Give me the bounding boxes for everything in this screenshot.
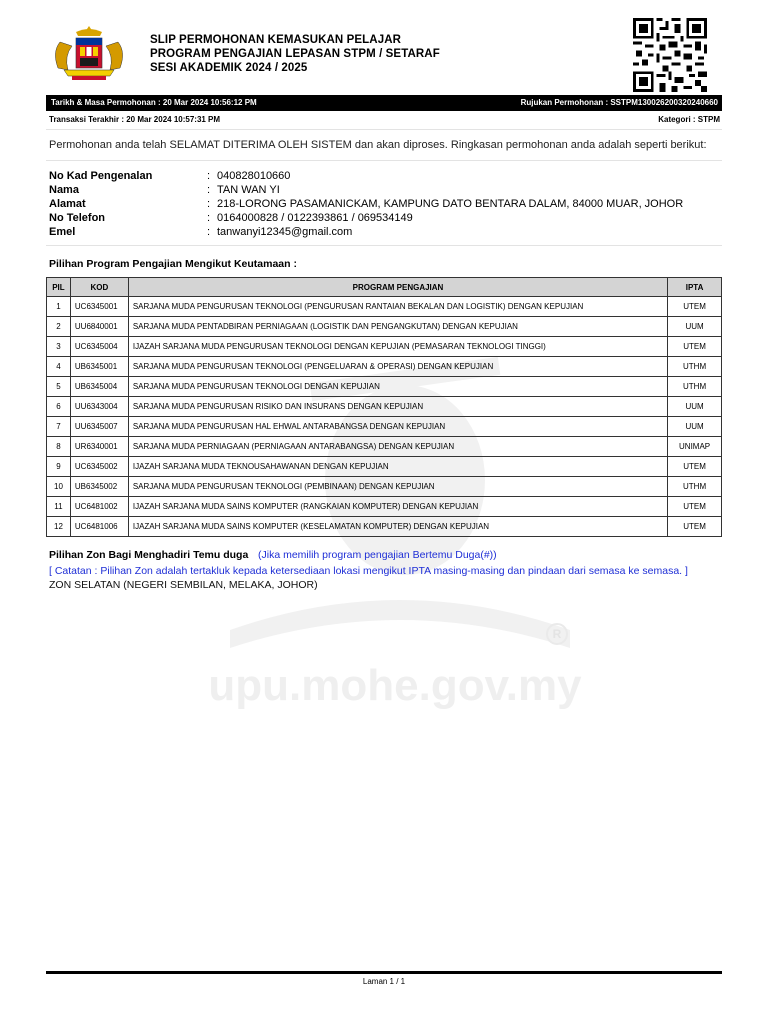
email-value: tanwanyi12345@gmail.com <box>217 226 353 238</box>
cell-pil: 5 <box>47 377 71 397</box>
divider <box>46 129 722 130</box>
name-label: Nama <box>49 184 79 196</box>
cell-kod: UU6343004 <box>70 397 128 417</box>
cell-kod: UC6481002 <box>70 497 128 517</box>
colon: : <box>207 212 211 224</box>
divider <box>46 160 722 161</box>
cell-pil: 6 <box>47 397 71 417</box>
table-row <box>47 357 722 377</box>
svg-text:R: R <box>552 627 562 641</box>
colon: : <box>207 226 211 238</box>
cell-ipta: UTHM <box>668 477 722 497</box>
table-row <box>47 497 722 517</box>
ic-value: 040828010660 <box>217 170 291 182</box>
divider <box>46 245 722 246</box>
table-row <box>47 457 722 477</box>
cell-pil: 1 <box>47 297 71 317</box>
table-row <box>47 517 722 537</box>
slip-title: SLIP PERMOHONAN KEMASUKAN PELAJAR <box>150 34 401 46</box>
table-header-row <box>47 278 722 297</box>
application-datetime: Tarikh & Masa Permohonan : 20 Mar 2024 10:56:12 PM <box>51 98 257 107</box>
cell-program: SARJANA MUDA PENTADBIRAN PERNIAGAAN (LOGISTIK DAN PENGANGKUTAN) DENGAN KEPUJIAN <box>128 317 667 337</box>
cell-ipta: UTEM <box>668 297 722 317</box>
header-program: PROGRAM PENGAJIAN <box>128 278 667 297</box>
email-label: Emel <box>49 226 76 238</box>
cell-ipta: UTHM <box>668 377 722 397</box>
colon: : <box>207 198 211 210</box>
cell-ipta: UTEM <box>668 457 722 477</box>
ic-label: No Kad Pengenalan <box>49 170 153 182</box>
cell-program: IJAZAH SARJANA MUDA SAINS KOMPUTER (RANGKAIAN KOMPUTER) DENGAN KEPUJIAN <box>128 497 667 517</box>
table-row <box>47 437 722 457</box>
qr-code-icon <box>632 18 708 92</box>
cell-kod: UB6345004 <box>70 377 128 397</box>
cell-kod: UC6345001 <box>70 297 128 317</box>
cell-kod: UU6840001 <box>70 317 128 337</box>
address-value: 218-LORONG PASAMANICKAM, KAMPUNG DATO BENTARA DALAM, 84000 MUAR, JOHOR <box>217 198 684 210</box>
cell-program: SARJANA MUDA PENGURUSAN TEKNOLOGI (PENGURUSAN RANTAIAN BEKALAN DAN LOGISTIK) DENGAN KEPUJIAN <box>128 297 667 317</box>
program-choices-table <box>46 277 722 537</box>
zone-note: (Jika memilih program pengajian Bertemu Duga(#)) <box>258 549 497 561</box>
phone-label: No Telefon <box>49 212 106 224</box>
cell-program: SARJANA MUDA PERNIAGAAN (PERNIAGAAN ANTARABANGSA) DENGAN KEPUJIAN <box>128 437 667 457</box>
cell-ipta: UNIMAP <box>668 437 722 457</box>
cell-ipta: UUM <box>668 397 722 417</box>
cell-pil: 8 <box>47 437 71 457</box>
page-number: Laman 1 / 1 <box>362 977 406 986</box>
footer-divider <box>46 971 722 974</box>
application-reference: Rujukan Permohonan : SSTPM130026200320240660 <box>520 98 718 107</box>
cell-program: IJAZAH SARJANA MUDA SAINS KOMPUTER (KESELAMATAN KOMPUTER) DENGAN KEPUJIAN <box>128 517 667 537</box>
cell-ipta: UUM <box>668 417 722 437</box>
cell-kod: UC6345002 <box>70 457 128 477</box>
programs-heading: Pilihan Program Pengajian Mengikut Keutamaan : <box>49 258 297 270</box>
cell-pil: 2 <box>47 317 71 337</box>
colon: : <box>207 170 211 182</box>
cell-ipta: UUM <box>668 317 722 337</box>
cell-pil: 10 <box>47 477 71 497</box>
malaysia-coat-of-arms-icon <box>46 24 132 82</box>
cell-pil: 11 <box>47 497 71 517</box>
cell-program: SARJANA MUDA PENGURUSAN RISIKO DAN INSURANS DENGAN KEPUJIAN <box>128 397 667 417</box>
table-row <box>47 417 722 437</box>
table-row <box>47 317 722 337</box>
table-row <box>47 477 722 497</box>
cell-ipta: UTHM <box>668 357 722 377</box>
cell-kod: UR6340001 <box>70 437 128 457</box>
application-info-bar <box>46 95 722 111</box>
table-row <box>47 377 722 397</box>
cell-kod: UC6481006 <box>70 517 128 537</box>
table-row <box>47 297 722 317</box>
cell-pil: 12 <box>47 517 71 537</box>
watermark-text: upu.mohe.gov.my <box>208 661 582 710</box>
cell-pil: 3 <box>47 337 71 357</box>
cell-program: IJAZAH SARJANA MUDA PENGURUSAN TEKNOLOGI DENGAN KEPUJIAN (PEMASARAN TEKNOLOGI TINGGI) <box>128 337 667 357</box>
zone-caveat: [ Catatan : Pilihan Zon adalah tertakluk kepada ketersediaan lokasi mengikut IPTA masing-masing dan pindaan dari semasa ke semasa. ] <box>49 565 688 577</box>
cell-ipta: UTEM <box>668 497 722 517</box>
cell-program: IJAZAH SARJANA MUDA TEKNOUSAHAWANAN DENGAN KEPUJIAN <box>128 457 667 477</box>
table-row <box>47 337 722 357</box>
zone-heading: Pilihan Zon Bagi Menghadiri Temu duga <box>49 549 249 561</box>
intro-text: Permohonan anda telah SELAMAT DITERIMA OLEH SISTEM dan akan diproses. Ringkasan permohonan anda adalah seperti berikut: <box>49 139 707 151</box>
last-transaction: Transaksi Terakhir : 20 Mar 2024 10:57:31 PM <box>49 115 221 124</box>
cell-program: SARJANA MUDA PENGURUSAN TEKNOLOGI (PENGELUARAN & OPERASI) DENGAN KEPUJIAN <box>128 357 667 377</box>
cell-program: SARJANA MUDA PENGURUSAN TEKNOLOGI DENGAN KEPUJIAN <box>128 377 667 397</box>
name-value: TAN WAN YI <box>217 184 280 196</box>
cell-kod: UC6345004 <box>70 337 128 357</box>
session-title: SESI AKADEMIK 2024 / 2025 <box>150 62 308 74</box>
cell-kod: UB6345001 <box>70 357 128 377</box>
address-label: Alamat <box>49 198 86 210</box>
header-ipta: IPTA <box>668 278 722 297</box>
cell-pil: 4 <box>47 357 71 377</box>
header-kod: KOD <box>70 278 128 297</box>
category: Kategori : STPM <box>658 115 720 124</box>
cell-kod: UU6345007 <box>70 417 128 437</box>
header-pil: PIL <box>47 278 71 297</box>
phone-value: 0164000828 / 0122393861 / 069534149 <box>217 212 413 224</box>
cell-ipta: UTEM <box>668 517 722 537</box>
cell-ipta: UTEM <box>668 337 722 357</box>
cell-program: SARJANA MUDA PENGURUSAN HAL EHWAL ANTARABANGSA DENGAN KEPUJIAN <box>128 417 667 437</box>
zone-value: ZON SELATAN (NEGERI SEMBILAN, MELAKA, JOHOR) <box>49 579 318 591</box>
program-title: PROGRAM PENGAJIAN LEPASAN STPM / SETARAF <box>150 48 440 60</box>
cell-pil: 9 <box>47 457 71 477</box>
cell-pil: 7 <box>47 417 71 437</box>
cell-program: SARJANA MUDA PENGURUSAN TEKNOLOGI (PEMBINAAN) DENGAN KEPUJIAN <box>128 477 667 497</box>
cell-kod: UB6345002 <box>70 477 128 497</box>
colon: : <box>207 184 211 196</box>
table-row <box>47 397 722 417</box>
